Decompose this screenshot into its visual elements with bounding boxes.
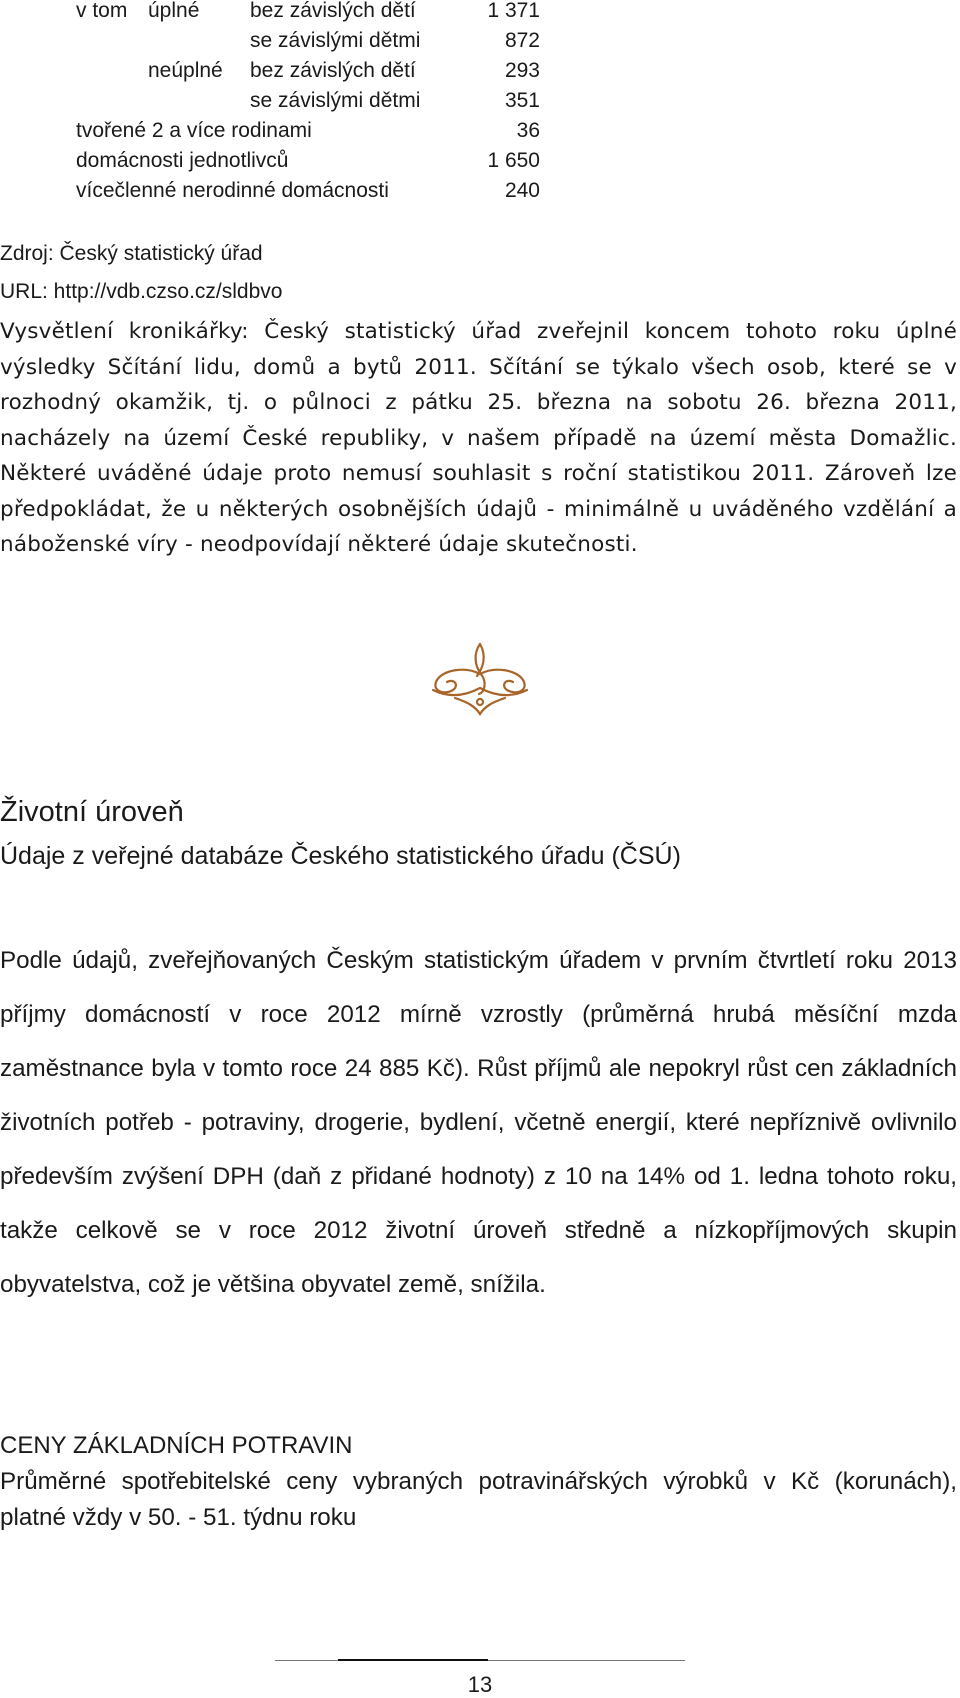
source-text: Zdroj: Český statistický úřad bbox=[0, 242, 263, 265]
footer-divider-accent bbox=[338, 1659, 488, 1661]
table-cell: bez závislých dětí bbox=[250, 59, 416, 82]
table-cell: úplné bbox=[148, 0, 200, 22]
table-value: 1 650 bbox=[487, 149, 540, 172]
table-value: 351 bbox=[504, 89, 540, 112]
table-cell: bez závislých dětí bbox=[250, 0, 416, 22]
living-standard-paragraph: Podle údajů, zveřejňovaných Českým statistickým úřadem v prvním čtvrtletí roku 2013 příjmy domácností v roce 2012 mírně vzrostly (průměrná hrubá měsíční mzda zaměstnance byla v tomto roce 24 885 Kč). Růst příjmů ale nepokryl růst cen základních životních potřeb - potraviny, drogerie, bydlení, včetně energií, které nepříznivě ovlivnilo především zvýšení DPH (daň z přidané hodnoty) z 10 na 14% od 1. ledna tohoto roku, takže celkově se v roce 2012 životní úroveň středně a nízkopříjmových skupin obyvatelstva, což je většina obyvatel země, snížila. bbox=[0, 947, 957, 1298]
table-row bbox=[0, 86, 960, 116]
table-cell: v tom bbox=[76, 0, 128, 22]
table-row bbox=[0, 116, 960, 146]
table-cell: se závislými dětmi bbox=[250, 89, 421, 112]
table-row bbox=[0, 26, 960, 56]
source-url: URL: http://vdb.czso.cz/sldbvo bbox=[0, 280, 283, 303]
table-value: 240 bbox=[504, 179, 540, 202]
prices-heading: CENY ZÁKLADNÍCH POTRAVIN bbox=[0, 1432, 353, 1459]
table-value: 293 bbox=[504, 59, 540, 82]
ornament-icon bbox=[425, 640, 535, 720]
table-cell: vícečlenné nerodinné domácnosti bbox=[76, 179, 389, 202]
explanation-paragraph: Vysvětlení kronikářky: Český statistický úřad zveřejnil koncem tohoto roku úplné výsledky Sčítání lidu, domů a bytů 2011. Sčítání se týkalo všech osob, které se v rozhodný okamžik, tj. o půlnoci z pátku 25. března na sobotu 26. března 2011, nacházely na území České republiky, v našem případě na území města Domažlic. Některé uváděné údaje proto nemusí souhlasit s roční statistikou 2011. Zároveň lze předpokládat, že u některých osobnějších údajů - minimálně u uváděného vzdělání a náboženské víry - neodpovídají některé údaje skutečnosti. bbox=[0, 319, 957, 557]
table-cell: se závislými dětmi bbox=[250, 29, 421, 52]
table-cell: domácnosti jednotlivců bbox=[76, 149, 289, 172]
section-title: Životní úroveň bbox=[0, 796, 184, 828]
table-value: 36 bbox=[516, 119, 540, 142]
table-row bbox=[0, 0, 960, 26]
table-row bbox=[0, 146, 960, 176]
table-value: 1 371 bbox=[487, 0, 540, 22]
table-value: 872 bbox=[504, 29, 540, 52]
page-number: 13 bbox=[467, 1672, 493, 1697]
table-row bbox=[0, 176, 960, 206]
section-subtitle: Údaje z veřejné databáze Českého statistického úřadu (ČSÚ) bbox=[0, 842, 681, 870]
table-cell: neúplné bbox=[148, 59, 223, 82]
table-cell: tvořené 2 a více rodinami bbox=[76, 119, 312, 142]
prices-description: Průměrné spotřebitelské ceny vybraných potravinářských výrobků v Kč (korunách), platné vždy v 50. - 51. týdnu roku bbox=[0, 1468, 957, 1531]
table-row bbox=[0, 56, 960, 86]
